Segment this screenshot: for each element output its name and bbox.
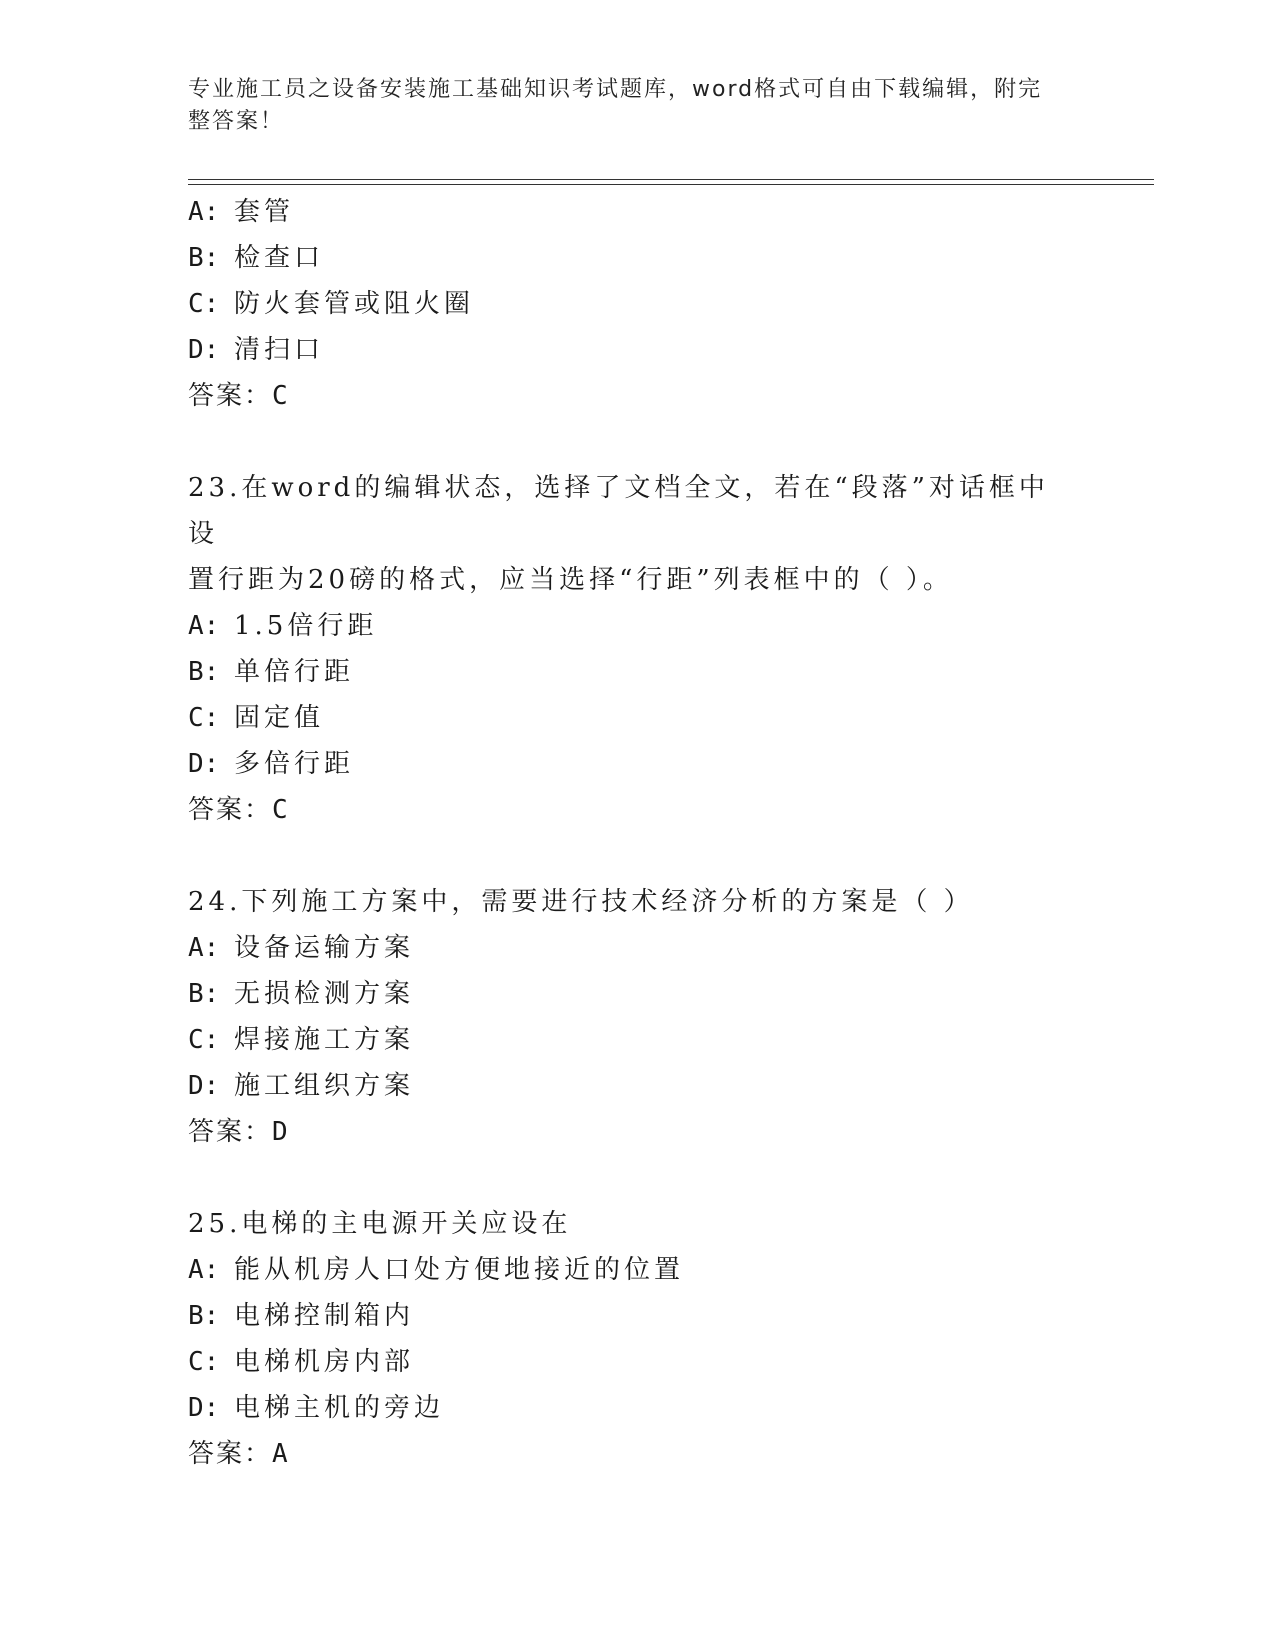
header-line-1: 专业施工员之设备安装施工基础知识考试题库，word格式可自由下载编辑，附完 — [188, 77, 1043, 102]
option-b: B: 单倍行距 — [188, 657, 355, 687]
option-c: C: 固定值 — [188, 703, 325, 733]
option-c: C: 焊接施工方案 — [188, 1025, 415, 1055]
option-b: B: 电梯控制箱内 — [188, 1301, 415, 1331]
answer-line: 答案：D — [188, 1117, 290, 1147]
question-23-block — [188, 465, 1088, 833]
option-a: A: 能从机房人口处方便地接近的位置 — [188, 1255, 685, 1285]
answer-line: 答案：C — [188, 795, 290, 825]
header-rule-top — [188, 179, 1154, 180]
header-line-2: 整答案！ — [188, 109, 285, 134]
option-d: D: 施工组织方案 — [188, 1071, 415, 1101]
question-text: 23.在word的编辑状态，选择了文档全文，若在“段落”对话框中设 置行距为20磅的格式，应当选择“行距”列表框中的（ ）。 — [188, 473, 1049, 595]
option-c: C: 防火套管或阻火圈 — [188, 289, 475, 319]
answer-line: 答案：C — [188, 381, 290, 411]
option-a: A: 设备运输方案 — [188, 933, 415, 963]
question-text: 24.下列施工方案中，需要进行技术经济分析的方案是（ ） — [188, 887, 974, 917]
document-header — [188, 74, 1088, 138]
answer-line: 答案：A — [188, 1439, 290, 1469]
question-22-block — [188, 189, 1088, 419]
option-d: D: 清扫口 — [188, 335, 325, 365]
question-text: 25.电梯的主电源开关应设在 — [188, 1209, 572, 1239]
option-a: A: 套管 — [188, 197, 295, 227]
option-a: A: 1.5倍行距 — [188, 611, 378, 641]
question-24-block — [188, 879, 1088, 1155]
option-d: D: 电梯主机的旁边 — [188, 1393, 445, 1423]
header-rule-bottom — [188, 184, 1154, 185]
option-b: B: 无损检测方案 — [188, 979, 415, 1009]
option-c: C: 电梯机房内部 — [188, 1347, 415, 1377]
question-25-block — [188, 1201, 1088, 1477]
option-d: D: 多倍行距 — [188, 749, 355, 779]
question-list — [188, 189, 1088, 1477]
option-b: B: 检查口 — [188, 243, 325, 273]
